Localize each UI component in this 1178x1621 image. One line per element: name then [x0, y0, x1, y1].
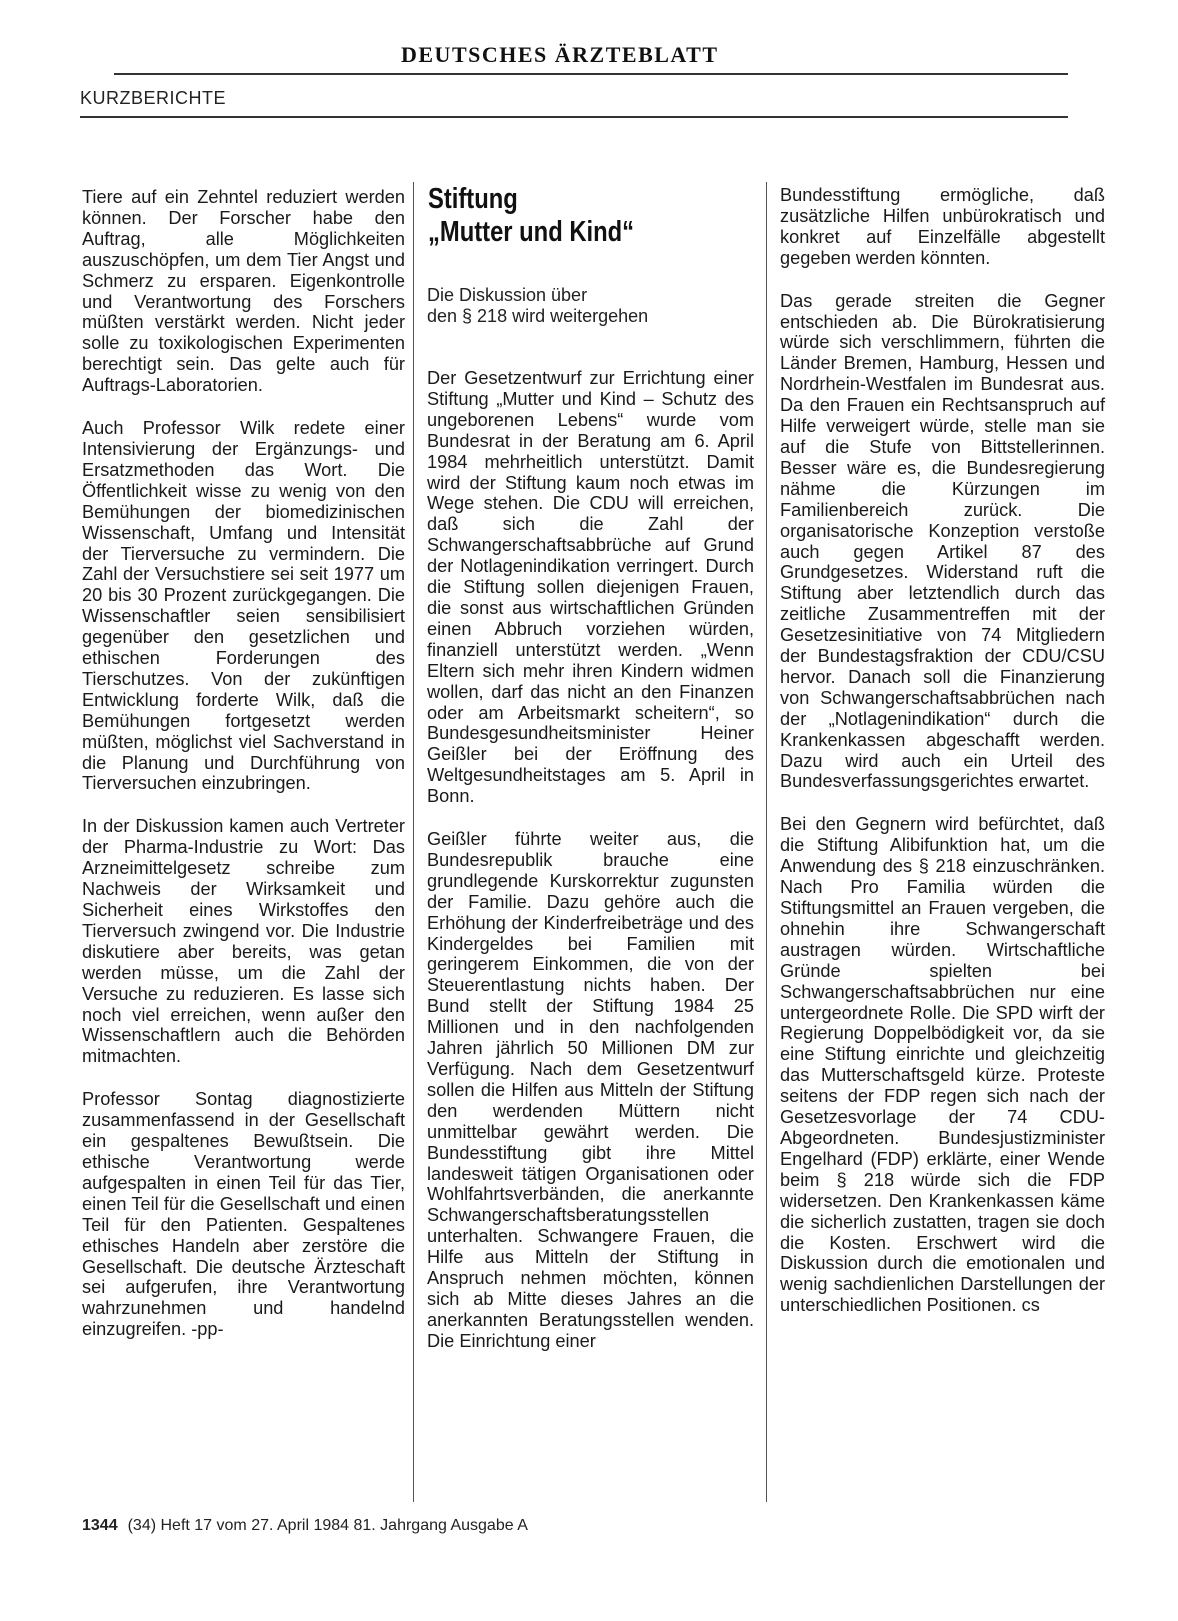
page-footer: [82, 1517, 528, 1535]
article-title-line-1: Stiftung: [428, 183, 518, 215]
paragraph: Bundesstiftung ermögliche, daß zusätzliche Hilfen unbürokratisch und konkret auf Einzelfälle abgestellt gegeben werden könnten.: [780, 185, 1105, 268]
paragraph: Tiere auf ein Zehntel reduziert werden können. Der Forscher habe den Auftrag, alle Möglichkeiten auszuschöpfen, um dem Tier Angst und Schmerz zu ersparen. Eigenkontrolle und Verantwortung des Forschers müßten verstärkt werden. Nicht jeder solle zu toxikologischen Experimenten berechtigt sein. Das gelte auch für Auftrags-Laboratorien.: [82, 187, 405, 396]
column-1: [82, 187, 405, 1362]
issue-info: (34) Heft 17 vom 27. April 1984 81. Jahrgang Ausgabe A: [127, 1517, 528, 1534]
paragraph: In der Diskussion kamen auch Vertreter der Pharma-Industrie zu Wort: Das Arzneimittelgesetz schreibe zum Nachweis der Wirksamkeit und Sicherheit eines Wirkstoffes den Tierversuch zwingend vor. Die Industrie diskutiere aber bereits, was getan werden müsse, um die Zahl der Versuche zu reduzieren. Es lasse sich noch viel erreichen, wenn außer den Wissenschaftlern auch die Behörden mitmachten.: [82, 816, 405, 1067]
masthead: DEUTSCHES ÄRZTEBLATT: [401, 42, 719, 67]
section-label: KURZBERICHTE: [80, 88, 227, 108]
paragraph: Das gerade streiten die Gegner entschieden ab. Die Bürokratisierung würde sich verschlimmern, führten die Länder Bremen, Hamburg, Hessen und Nordrhein-Westfalen im Bundesrat aus. Da den Frauen ein Rechtsanspruch auf Hilfe verweigert würde, stelle man sie auf die Stufe von Bittstellerinnen. Besser wäre es, die Bundesregierung nähme die Kürzungen im Familienbereich zurück. Die organisatorische Konzeption verstoße auch gegen Artikel 87 des Grundgesetzes. Widerstand ruft die Stiftung aber letztendlich durch das zeitliche Zusammentreffen mit der Gesetzesinitiative von 74 Mitgliedern der Bundestagsfraktion der CDU/CSU hervor. Danach soll die Finanzierung von Schwangerschaftsabbrüchen nach der „Notlagenindikation“ durch die Krankenkassen abgeschafft werden. Dazu wird auch ein Urteil des Bundesverfassungsgerichtes erwartet.: [780, 290, 1105, 792]
article-title-line-2: „Mutter und Kind“: [428, 216, 635, 248]
paragraph: Auch Professor Wilk redete einer Intensivierung der Ergänzungs- und Ersatzmethoden das Wort. Die Öffentlichkeit wisse zu wenig von den Bemühungen der biomedizinischen Wissenschaft, Umfang und Intensität der Tierversuche zu vermindern. Die Zahl der Versuchstiere sei seit 1977 um 20 bis 30 Prozent zurückgegangen. Die Wissenschaftler seien sensibilisiert gegenüber den gesetzlichen und ethischen Forderungen des Tierschutzes. Von der zukünftigen Entwicklung forderte Wilk, daß die Bemühungen fortgesetzt werden müßten, möglichst viel Sachverstand in die Planung und Durchführung von Tierversuchen einzubringen.: [82, 418, 405, 794]
header-rule-top: [114, 73, 1068, 75]
header-rule-bottom: [80, 116, 1068, 118]
paragraph: Professor Sontag diagnostizierte zusammenfassend in der Gesellschaft ein gespaltenes Bewußtsein. Die ethische Verantwortung werde aufgespalten in einen Teil für das Tier, einen Teil für die Gesellschaft und einen Teil für den Patienten. Gespaltenes ethisches Handeln aber zerstöre die Gesellschaft. Die deutsche Ärzteschaft sei aufgerufen, ihre Verantwortung wahrzunehmen und handelnd einzugreifen. -pp-: [82, 1089, 405, 1340]
paragraph: Bei den Gegnern wird befürchtet, daß die Stiftung Alibifunktion hat, um die Anwendung des § 218 einzuschränken. Nach Pro Familia würden die Stiftungsmittel an Frauen vergeben, die ohnehin ihre Schwangerschaft austragen würden. Wirtschaftliche Gründe spielten bei Schwangerschaftsabbrüchen nur eine untergeordnete Rolle. Die SPD wirft der Regierung Doppelbödigkeit vor, da sie eine Stiftung einrichte und gleichzeitig das Mutterschaftsgeld kürze. Proteste seitens der FDP regen sich nach der Gesetzesvorlage der 74 CDU-Abgeordneten. Bundesjustizminister Engelhard (FDP) erklärte, einer Wende beim § 218 würde sich die FDP widersetzen. Den Krankenkassen käme die sicherlich zustatten, tragen sie doch die Kosten. Erschwert wird die Diskussion durch die emotionalen und wenig sachdienlichen Darstellungen der unterschiedlichen Positionen. cs: [780, 814, 1105, 1316]
article-subtitle-line-2: den § 218 wird weitergehen: [427, 306, 649, 326]
article-title: [428, 183, 690, 249]
column-divider: [766, 182, 767, 1502]
column-2: [427, 368, 754, 1374]
paragraph: Der Gesetzentwurf zur Errichtung einer Stiftung „Mutter und Kind – Schutz des ungeborenen Lebens“ wurde vom Bundesrat in der Beratung am 6. April 1984 mehrheitlich unterstützt. Damit wird der Stiftung kaum noch etwas im Wege stehen. Die CDU will erreichen, daß sich die Zahl der Schwangerschaftsabbrüche auf Grund der Notlagenindikation verringert. Durch die Stiftung sollen diejenigen Frauen, die sonst aus wirtschaftlichen Gründen einen Abbruch vorziehen würden, finanziell unterstützt werden. „Wenn Eltern sich mehr ihren Kindern widmen wollen, darf das nicht an den Finanzen oder am Arbeitsmarkt scheitern“, so Bundesgesundheitsminister Heiner Geißler bei der Eröffnung des Weltgesundheitstages am 5. April in Bonn.: [427, 368, 754, 807]
column-divider: [413, 182, 414, 1502]
paragraph: Geißler führte weiter aus, die Bundesrepublik brauche eine grundlegende Kurskorrektur zugunsten der Familie. Dazu gehöre auch die Erhöhung der Kinderfreibeträge und des Kindergeldes bei Familien mit geringerem Einkommen, die von der Steuerentlastung nichts haben. Der Bund stellt der Stiftung 1984 25 Millionen und in den nachfolgenden Jahren jährlich 50 Millionen DM zur Verfügung. Nach dem Gesetzentwurf sollen die Hilfen aus Mitteln der Stiftung den werdenden Müttern nicht unmittelbar gewährt werden. Die Bundesstiftung gibt ihre Mittel landesweit tätigen Organisationen oder Wohlfahrtsverbänden, die anerkannte Schwangerschaftsberatungsstellen unterhalten. Schwangere Frauen, die Hilfe aus Mitteln der Stiftung in Anspruch nehmen möchten, können sich ab Mitte dieses Jahres an die anerkannten Beratungsstellen wenden. Die Einrichtung einer: [427, 829, 754, 1351]
page-number: 1344: [82, 1517, 118, 1534]
column-3: [780, 185, 1105, 1338]
article-subtitle: [427, 285, 747, 327]
article-subtitle-line-1: Die Diskussion über: [427, 285, 588, 305]
